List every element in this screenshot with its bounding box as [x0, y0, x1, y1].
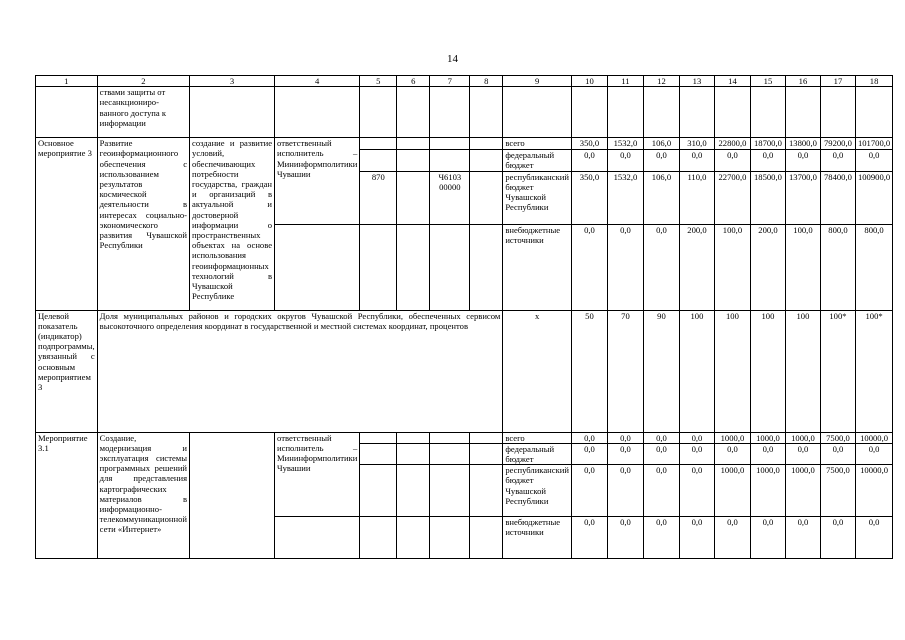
value-cell: 101700,0: [855, 138, 892, 150]
value-cell: 100*: [820, 310, 855, 432]
value-cell: 7500,0: [820, 432, 855, 443]
value-cell: 0,0: [750, 443, 785, 464]
value-cell: 0,0: [607, 224, 643, 310]
target-article-code: Ч6103 00000: [430, 171, 470, 224]
value-cell: 0,0: [679, 150, 714, 171]
empty-cell: [470, 465, 503, 517]
col-num: 14: [714, 76, 750, 87]
funding-source: республиканский бюджет Чувашской Республики: [503, 171, 572, 224]
value-cell: 106,0: [643, 171, 679, 224]
value-cell: 0,0: [855, 517, 892, 559]
value-cell: 0,0: [679, 432, 714, 443]
empty-cell: [470, 432, 503, 443]
empty-cell: [470, 224, 503, 310]
grbs-code: 870: [360, 171, 397, 224]
target-label: Целевой показатель (индикатор) подпрограммы, увязанный с основным мероприятием 3: [36, 310, 98, 432]
empty-cell: [397, 465, 430, 517]
col-num: 1: [36, 76, 98, 87]
table-row: [36, 432, 893, 443]
value-cell: 100: [714, 310, 750, 432]
value-cell: 800,0: [820, 224, 855, 310]
empty-cell: [855, 87, 892, 138]
value-cell: 310,0: [679, 138, 714, 150]
value-cell: 0,0: [571, 443, 607, 464]
value-cell: 0,0: [714, 150, 750, 171]
event-label: Основное мероприятие 3: [36, 138, 98, 310]
empty-cell: [360, 443, 397, 464]
value-cell: 1000,0: [714, 465, 750, 517]
column-number-row: [36, 76, 893, 87]
value-cell: 10000,0: [855, 432, 892, 443]
value-cell: 0,0: [571, 432, 607, 443]
value-cell: 0,0: [679, 517, 714, 559]
value-cell: 70: [607, 310, 643, 432]
empty-cell: [470, 171, 503, 224]
empty-cell: [397, 443, 430, 464]
value-cell: 100,0: [785, 224, 820, 310]
value-cell: 18700,0: [750, 138, 785, 150]
funding-source: федеральный бюджет: [503, 150, 572, 171]
target-text: Доля муниципальных районов и городских округов Чувашской Республики, обеспеченных сервисом высокоточного определения координат в государственной и местной системах координат, процентов: [97, 310, 503, 432]
value-cell: 0,0: [820, 150, 855, 171]
value-cell: 0,0: [607, 517, 643, 559]
col-num: 18: [855, 76, 892, 87]
value-cell: 0,0: [643, 432, 679, 443]
empty-cell: [397, 87, 430, 138]
empty-cell: [360, 517, 397, 559]
empty-cell: [820, 87, 855, 138]
col-num: 5: [360, 76, 397, 87]
value-cell: 0,0: [785, 443, 820, 464]
empty-cell: [430, 224, 470, 310]
empty-cell: [397, 432, 430, 443]
value-cell: 1000,0: [750, 432, 785, 443]
empty-cell: [714, 87, 750, 138]
empty-cell: [679, 87, 714, 138]
empty-cell: [275, 517, 360, 559]
empty-cell: [470, 87, 503, 138]
continuation-text: ствами защиты от несанкциониро-ванного доступа к информации: [97, 87, 189, 138]
empty-cell: [360, 224, 397, 310]
value-cell: 100: [679, 310, 714, 432]
event-description: Развитие геоинформационного обеспечения с использованием результатов космической деятельности в интересах социально-экономического развития Чувашской Республики: [97, 138, 189, 310]
value-cell: 0,0: [714, 517, 750, 559]
col-num: 17: [820, 76, 855, 87]
col-num: 11: [607, 76, 643, 87]
measure-executor: ответственный исполнитель – Мининформполитики Чувашии: [275, 432, 360, 517]
value-cell: 0,0: [820, 517, 855, 559]
target-source: х: [503, 310, 572, 432]
value-cell: 1532,0: [607, 171, 643, 224]
value-cell: 1000,0: [750, 465, 785, 517]
value-cell: 0,0: [571, 224, 607, 310]
value-cell: 100*: [855, 310, 892, 432]
value-cell: 50: [571, 310, 607, 432]
col-num: 6: [397, 76, 430, 87]
value-cell: 1000,0: [785, 465, 820, 517]
value-cell: 350,0: [571, 171, 607, 224]
value-cell: 0,0: [820, 443, 855, 464]
empty-cell: [397, 224, 430, 310]
col-num: 12: [643, 76, 679, 87]
empty-cell: [397, 517, 430, 559]
program-table: [35, 75, 893, 559]
table-row: [36, 138, 893, 150]
col-num: 2: [97, 76, 189, 87]
value-cell: 0,0: [643, 150, 679, 171]
empty-cell: [397, 171, 430, 224]
value-cell: 200,0: [679, 224, 714, 310]
value-cell: 0,0: [855, 150, 892, 171]
value-cell: 0,0: [607, 465, 643, 517]
empty-cell: [503, 87, 572, 138]
col-num: 7: [430, 76, 470, 87]
empty-cell: [571, 87, 607, 138]
col-num: 9: [503, 76, 572, 87]
value-cell: 0,0: [607, 432, 643, 443]
empty-cell: [397, 150, 430, 171]
funding-source: федеральный бюджет: [503, 443, 572, 464]
funding-source: внебюджетные источники: [503, 517, 572, 559]
value-cell: 110,0: [679, 171, 714, 224]
empty-cell: [275, 224, 360, 310]
value-cell: 0,0: [643, 443, 679, 464]
value-cell: 0,0: [750, 517, 785, 559]
col-num: 8: [470, 76, 503, 87]
value-cell: 22800,0: [714, 138, 750, 150]
value-cell: 0,0: [643, 465, 679, 517]
measure-description: Создание, модернизация и эксплуатация системы программных решений для представления картографических материалов в информационно-телекоммуникационной сети «Интернет»: [97, 432, 189, 559]
value-cell: 0,0: [785, 150, 820, 171]
empty-cell: [750, 87, 785, 138]
empty-cell: [470, 517, 503, 559]
value-cell: 0,0: [785, 517, 820, 559]
value-cell: 0,0: [607, 443, 643, 464]
value-cell: 0,0: [679, 465, 714, 517]
funding-source: всего: [503, 138, 572, 150]
empty-cell: [470, 138, 503, 150]
empty-cell: [430, 443, 470, 464]
value-cell: 100,0: [714, 224, 750, 310]
empty-cell: [360, 87, 397, 138]
empty-cell: [430, 87, 470, 138]
value-cell: 0,0: [855, 443, 892, 464]
col-num: 3: [190, 76, 275, 87]
value-cell: 100: [785, 310, 820, 432]
value-cell: 106,0: [643, 138, 679, 150]
event-goal: создание и развитие условий, обеспечивающих потребности государства, граждан и организаций в актуальной и достоверной информации о пространственных объектах на основе использования геоинформационных технологий в Чувашской Республике: [190, 138, 275, 310]
col-num: 4: [275, 76, 360, 87]
value-cell: 0,0: [571, 150, 607, 171]
value-cell: 13700,0: [785, 171, 820, 224]
empty-cell: [430, 517, 470, 559]
value-cell: 0,0: [643, 517, 679, 559]
empty-cell: [360, 150, 397, 171]
value-cell: 18500,0: [750, 171, 785, 224]
empty-cell: [470, 443, 503, 464]
value-cell: 79200,0: [820, 138, 855, 150]
empty-cell: [607, 87, 643, 138]
value-cell: 0,0: [750, 150, 785, 171]
empty-cell: [397, 138, 430, 150]
empty-cell: [470, 150, 503, 171]
empty-cell: [430, 138, 470, 150]
value-cell: 0,0: [607, 150, 643, 171]
value-cell: 0,0: [571, 517, 607, 559]
page-number: 14: [447, 53, 458, 65]
event-executor: ответственный исполнитель – Мининформполитики Чувашии: [275, 138, 360, 224]
value-cell: 10000,0: [855, 465, 892, 517]
empty-cell: [430, 432, 470, 443]
col-num: 10: [571, 76, 607, 87]
empty-cell: [785, 87, 820, 138]
col-num: 13: [679, 76, 714, 87]
value-cell: 7500,0: [820, 465, 855, 517]
value-cell: 1000,0: [714, 432, 750, 443]
value-cell: 0,0: [679, 443, 714, 464]
value-cell: 0,0: [571, 465, 607, 517]
value-cell: 1000,0: [785, 432, 820, 443]
value-cell: 0,0: [714, 443, 750, 464]
empty-cell: [360, 138, 397, 150]
value-cell: 13800,0: [785, 138, 820, 150]
value-cell: 90: [643, 310, 679, 432]
empty-cell: [190, 87, 275, 138]
empty-cell: [36, 87, 98, 138]
table-row: [36, 310, 893, 432]
value-cell: 350,0: [571, 138, 607, 150]
funding-source: республиканский бюджет Чувашской Республики: [503, 465, 572, 517]
funding-source: внебюджетные источники: [503, 224, 572, 310]
value-cell: 0,0: [643, 224, 679, 310]
value-cell: 1532,0: [607, 138, 643, 150]
empty-cell: [643, 87, 679, 138]
empty-cell: [360, 432, 397, 443]
value-cell: 100900,0: [855, 171, 892, 224]
value-cell: 78400,0: [820, 171, 855, 224]
empty-cell: [430, 150, 470, 171]
empty-cell: [275, 87, 360, 138]
value-cell: 22700,0: [714, 171, 750, 224]
funding-source: всего: [503, 432, 572, 443]
col-num: 16: [785, 76, 820, 87]
empty-cell: [360, 465, 397, 517]
value-cell: 100: [750, 310, 785, 432]
value-cell: 200,0: [750, 224, 785, 310]
empty-cell: [190, 432, 275, 559]
table-row: [36, 87, 893, 138]
value-cell: 800,0: [855, 224, 892, 310]
empty-cell: [430, 465, 470, 517]
col-num: 15: [750, 76, 785, 87]
measure-label: Мероприятие 3.1: [36, 432, 98, 559]
